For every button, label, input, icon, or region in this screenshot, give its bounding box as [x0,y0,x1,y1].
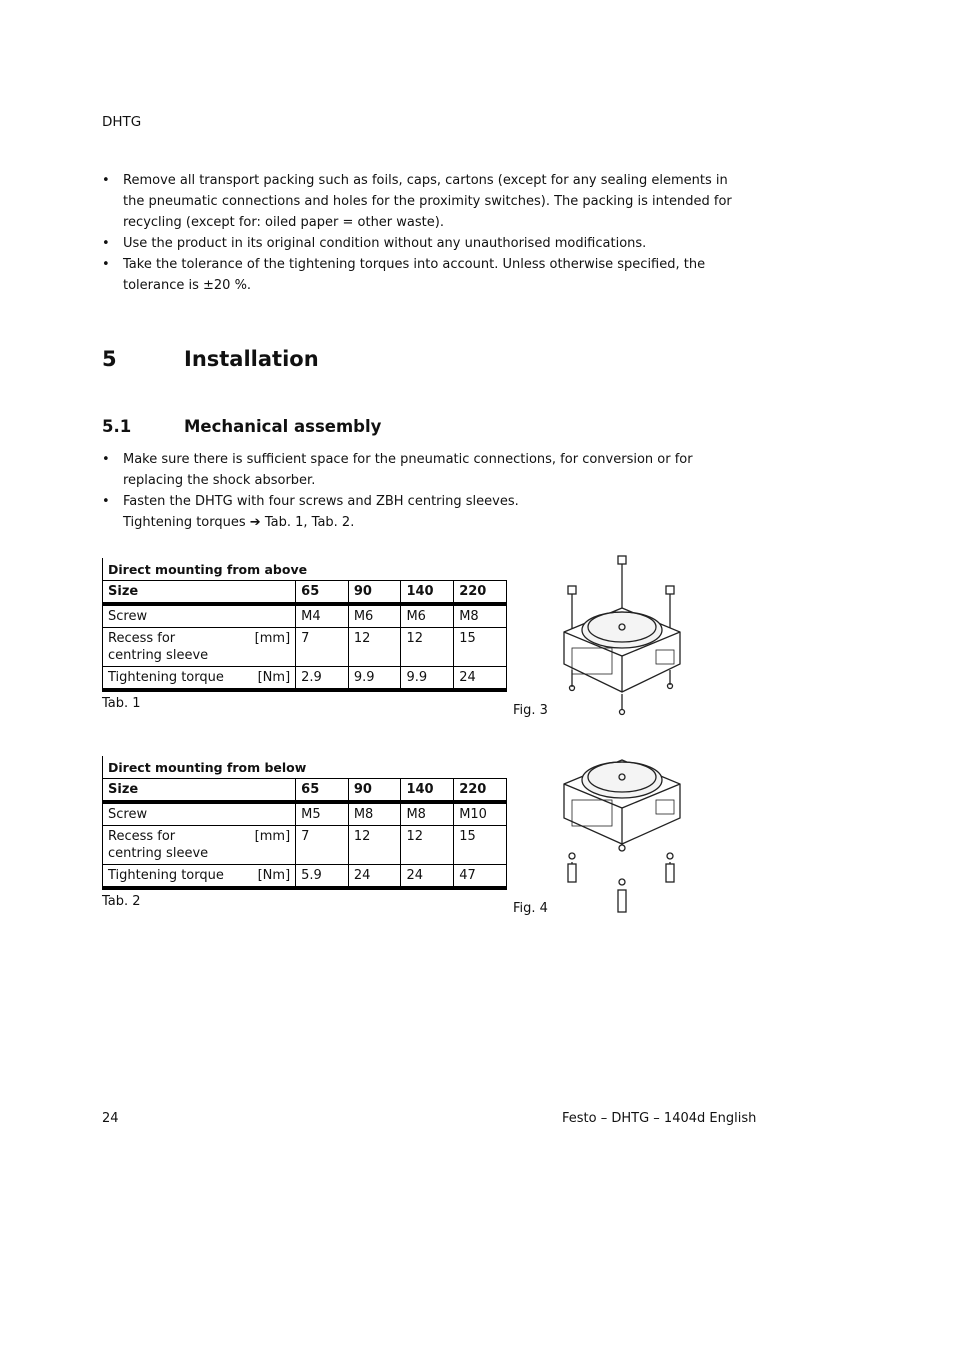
arrow-right-icon: ➔ [249,515,261,530]
rotary-drive-screws-above-illustration [552,552,692,722]
screw-label: Screw [103,802,296,826]
table-title: Direct mounting from below [103,756,507,779]
table-cell: 2.9 [296,667,349,691]
table-cell: 5.9 [296,865,349,889]
table-cell: 220 [454,581,507,605]
label-line: centring sleeve [108,846,209,861]
table-caption: Tab. 2 [102,894,141,909]
bullet-text: Fasten the DHTG with four screws and ZBH centring sleeves. [123,494,519,509]
table-cell: M6 [401,604,454,628]
unit-label: [Nm] [257,670,291,685]
figure-mounting-from-below [552,752,692,922]
table-cell: 12 [348,826,401,865]
table-cell: 12 [348,628,401,667]
table-title: Direct mounting from above [103,558,507,581]
table-cell: 90 [348,581,401,605]
table-cell: 24 [454,667,507,691]
table-cell: 24 [401,865,454,889]
unit-label: [mm] [254,829,291,844]
table-cell: 9.9 [401,667,454,691]
figure-caption: Fig. 4 [513,901,548,916]
unit-label: [Nm] [257,868,291,883]
table-cell: 65 [296,581,349,605]
assembly-bullet-list [102,449,742,533]
table-cell: M8 [454,604,507,628]
size-header: Size [103,581,296,605]
figure-caption: Fig. 3 [513,703,548,718]
subsection-title: Mechanical assembly [184,417,382,436]
document-id: Festo – DHTG – 1404d English [562,1111,757,1126]
label-line: Recess for [108,631,176,646]
table-cell: 15 [454,826,507,865]
subsection-number: 5.1 [102,417,132,436]
list-item: • Make sure there is sufficient space for the pneumatic connections, for conversion or for replacing the shock absorber. [102,449,742,491]
torque-reference-label: Tightening torques [123,515,246,530]
table-cell: 12 [401,826,454,865]
label-line: Tightening torque [108,670,224,685]
subsection-heading [102,417,381,436]
mounting-from-below-table [102,756,507,890]
table-cell: 7 [296,826,349,865]
table-cell: M5 [296,802,349,826]
unit-label: [mm] [254,631,291,646]
intro-bullet-list [102,170,742,296]
mounting-from-above-table [102,558,507,692]
table-cell: M8 [401,802,454,826]
table-caption: Tab. 1 [102,696,141,711]
table-cell: 12 [401,628,454,667]
rotary-drive-screws-below-illustration [552,752,692,922]
table-cell: M10 [454,802,507,826]
table-cell: 7 [296,628,349,667]
table-cell: M4 [296,604,349,628]
list-item: • Use the product in its original condition without any unauthorised modifications. [102,233,742,254]
table-cell: 24 [348,865,401,889]
screw-label: Screw [103,604,296,628]
recess-label [103,628,296,667]
running-header: DHTG [102,114,142,130]
label-line: Tightening torque [108,868,224,883]
size-header: Size [103,779,296,803]
torque-label [103,667,296,691]
label-line: Recess for [108,829,176,844]
table-cell: 65 [296,779,349,803]
table-cell: 47 [454,865,507,889]
label-line: centring sleeve [108,648,209,663]
table-cell: 220 [454,779,507,803]
torque-label [103,865,296,889]
table-reference: Tab. 1, Tab. 2. [264,515,355,530]
table-cell: M6 [348,604,401,628]
page-number: 24 [102,1111,119,1126]
section-title: Installation [184,347,319,371]
list-item: • Remove all transport packing such as foils, caps, cartons (except for any sealing elements in the pneumatic connections and holes for the proximity switches). The packing is intended for recycling (except for: oiled paper = other waste). [102,170,742,233]
table-cell: 90 [348,779,401,803]
section-heading [102,347,319,371]
list-item: • Take the tolerance of the tightening torques into account. Unless otherwise specified, the tolerance is ±20 %. [102,254,742,296]
table-cell: 140 [401,779,454,803]
section-number: 5 [102,347,117,371]
recess-label [103,826,296,865]
table-cell: M8 [348,802,401,826]
table-cell: 15 [454,628,507,667]
table-cell: 140 [401,581,454,605]
figure-mounting-from-above [552,552,692,722]
table-cell: 9.9 [348,667,401,691]
list-item [102,491,742,533]
